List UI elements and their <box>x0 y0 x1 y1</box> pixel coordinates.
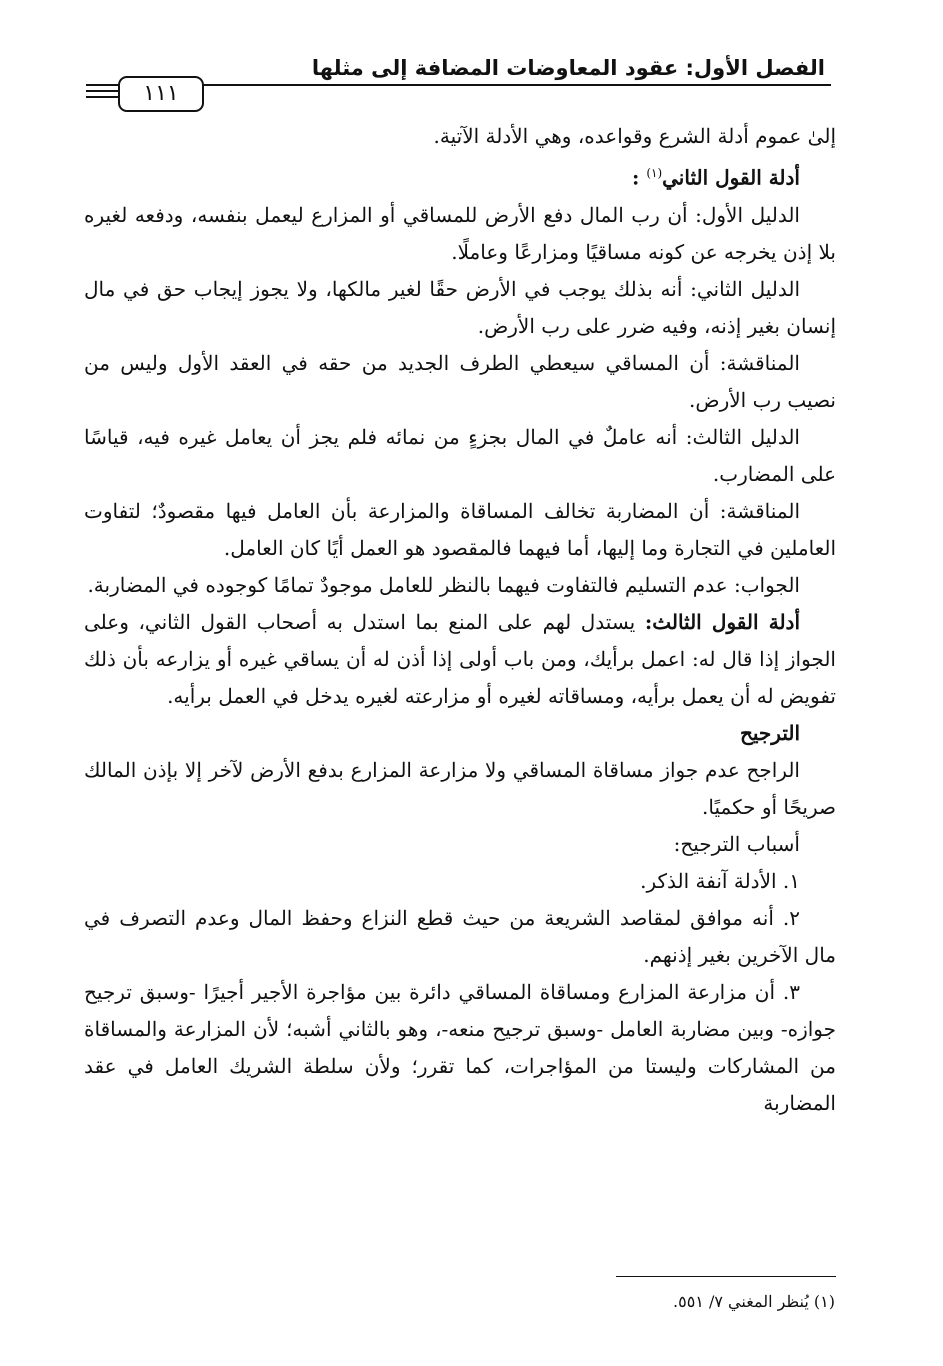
paragraph-text: أسباب الترجيح: <box>673 831 800 856</box>
paragraph <box>84 715 836 752</box>
paragraph-text: إلىٰ عموم أدلة الشرع وقواعده، وهي الأدلة الآتية. <box>433 124 836 148</box>
paragraph <box>84 197 836 271</box>
chapter-header-title: الفصل الأول: عقود المعاوضات المضافة إلى مثلها <box>311 56 825 80</box>
paragraph <box>84 419 836 493</box>
paragraph-text: يستدل لهم على المنع بما استدل به أصحاب القول الثاني، وعلى الجواز إذا قال له: اعمل برأيك، ومن باب أولى إذا أذن له أن يساقي غيره أو يزارعه بأن ذلك تفويض له أن يعمل برأيه، ومساقاته لغيره أو مزارعته لغيره يدخل في العمل برأيه. <box>84 609 836 708</box>
heading-colon: : <box>631 165 647 190</box>
paragraph-text: ١. الأدلة آنفة الذكر. <box>640 868 800 893</box>
paragraph <box>84 900 836 974</box>
page-number: ١١١ <box>118 76 204 112</box>
section-heading: الترجيح <box>739 720 800 745</box>
paragraph-text: الراجح عدم جواز مساقاة المساقي ولا مزارعة المزارع بدفع الأرض لآخر إلا بإذن المالك صريحًا أو حكميًا. <box>84 757 836 819</box>
paragraph <box>84 826 836 863</box>
paragraph <box>84 271 836 345</box>
footnote-rule <box>616 1276 836 1277</box>
paragraph-text: المناقشة: أن المضاربة تخالف المساقاة والمزارعة بأن العامل فيها مقصودٌ؛ لتفاوت العاملين في التجارة وما إليها، أما فيهما فالمقصود هو العمل أيًا كان العامل. <box>84 498 836 560</box>
paragraph <box>84 345 836 419</box>
paragraph <box>84 118 836 155</box>
paragraph <box>84 493 836 567</box>
paragraph-text: المناقشة: أن المساقي سيعطي الطرف الجديد من حقه في العقد الأول وليس من نصيب رب الأرض. <box>84 350 836 412</box>
body-text <box>84 118 836 1122</box>
paragraph <box>84 974 836 1122</box>
paragraph-text: الدليل الأول: أن رب المال دفع الأرض للمساقي أو المزارع ليعمل بنفسه، ودفعه لغيره بلا إذن يخرجه عن كونه مساقيًا ومزارعًا وعاملًا. <box>84 202 836 264</box>
header-rule-short-1 <box>86 90 118 92</box>
paragraph-text: ٣. أن مزارعة المزارع ومساقاة المساقي دائرة بين مؤاجرة الأجير أجيرًا -وسبق ترجيح جوازه- وبين مضاربة العامل -وسبق ترجيح منعه-، وهو بالثاني أشبه؛ لأن المزارعة والمساقاة من المشاركات وليستا من المؤاجرات، كما تقرر؛ ولأن سلطة الشريك العامل في عقد المضاربة <box>84 979 836 1115</box>
paragraph-text: ٢. أنه موافق لمقاصد الشريعة من حيث قطع النزاع وحفظ المال وعدم التصرف في مال الآخرين بغير إذنهم. <box>84 905 836 967</box>
paragraph <box>84 604 836 715</box>
paragraph <box>84 567 836 604</box>
paragraph-text: الجواب: عدم التسليم فالتفاوت فيهما بالنظر للعامل موجودٌ تمامًا كوجوده في المضاربة. <box>87 572 800 597</box>
paragraph <box>84 155 836 197</box>
footnote: (١) يُنظر المغني ٧/ ٥٥١. <box>673 1292 835 1311</box>
paragraph <box>84 863 836 900</box>
paragraph-text: الدليل الثاني: أنه بذلك يوجب في الأرض حقًا لغير مالكها، ولا يجوز إيجاب حق في مال إنسان بغير إذنه، وفيه ضرر على رب الأرض. <box>84 276 836 338</box>
paragraph <box>84 752 836 826</box>
paragraph-text: الدليل الثالث: أنه عاملٌ في المال بجزءٍ من نمائه فلم يجز أن يعامل غيره فيه، قياسًا على المضارب. <box>84 424 836 486</box>
section-heading: أدلة القول الثاني <box>662 165 800 190</box>
footnote-reference: (١) <box>646 166 663 180</box>
header-rule-short-2 <box>86 96 118 98</box>
paragraph-heading: أدلة القول الثالث: <box>644 609 801 634</box>
